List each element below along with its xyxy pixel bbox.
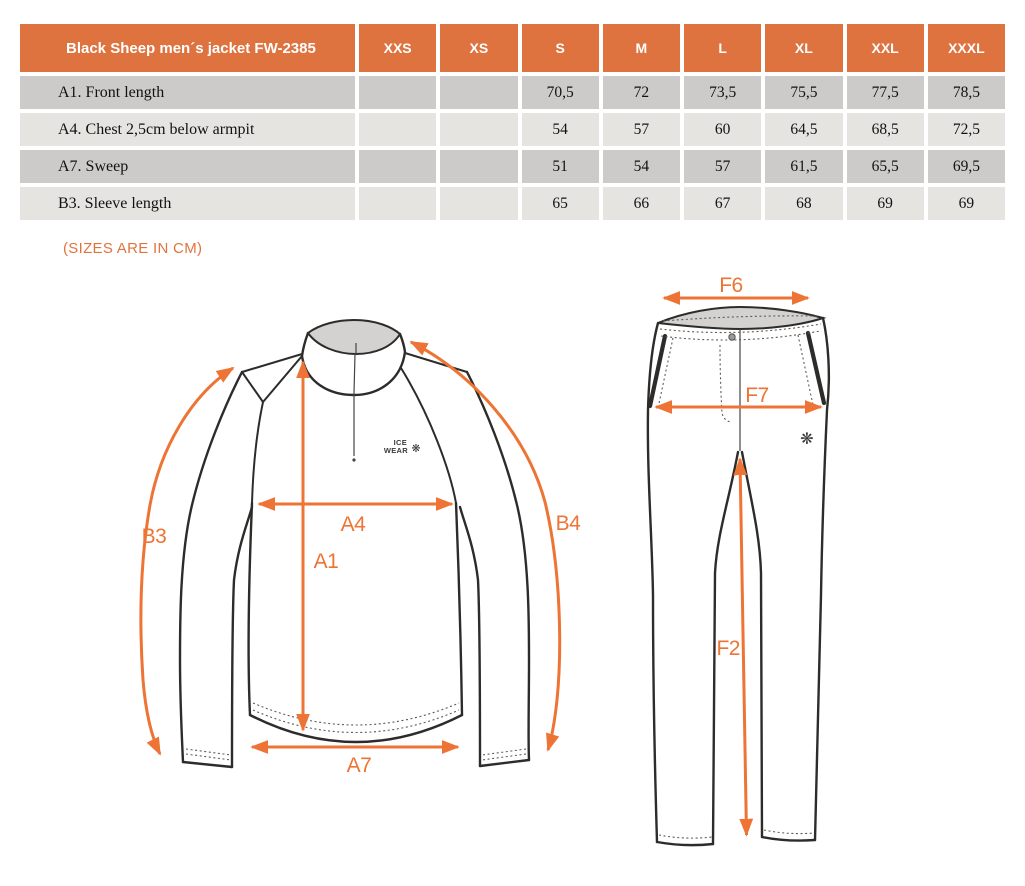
cell-value bbox=[440, 150, 517, 183]
size-column-header: S bbox=[522, 24, 599, 72]
row-label: A7. Sweep bbox=[20, 150, 355, 183]
cell-value bbox=[359, 113, 436, 146]
b4-label: B4 bbox=[555, 512, 581, 535]
a7-label: A7 bbox=[346, 754, 372, 777]
size-table bbox=[20, 24, 1005, 220]
f6-label: F6 bbox=[719, 275, 743, 297]
jacket-zipper bbox=[352, 354, 355, 462]
jacket-measure-arrows bbox=[141, 342, 560, 754]
cell-value: 57 bbox=[603, 113, 680, 146]
cell-value: 61,5 bbox=[765, 150, 842, 183]
cell-value bbox=[440, 76, 517, 109]
size-column-header: XXXL bbox=[928, 24, 1005, 72]
b3-arrow bbox=[141, 368, 233, 754]
cell-value: 68 bbox=[765, 187, 842, 220]
cell-value: 54 bbox=[603, 150, 680, 183]
cell-value bbox=[359, 150, 436, 183]
fly-stitch bbox=[720, 345, 731, 422]
pants-legs bbox=[648, 318, 829, 845]
cell-value: 77,5 bbox=[847, 76, 924, 109]
cell-value: 66 bbox=[603, 187, 680, 220]
pants-snowflake-icon: ❋ bbox=[800, 429, 814, 448]
cell-value bbox=[359, 76, 436, 109]
jacket-left-sleeve bbox=[180, 372, 252, 767]
f7-label: F7 bbox=[745, 384, 769, 407]
jacket-hem bbox=[250, 715, 462, 742]
row-label: B3. Sleeve length bbox=[20, 187, 355, 220]
cell-value: 60 bbox=[684, 113, 761, 146]
size-column-header: XS bbox=[440, 24, 517, 72]
cell-value: 57 bbox=[684, 150, 761, 183]
units-note: (SIZES ARE IN CM) bbox=[63, 240, 203, 257]
logo-text-line2: WEAR bbox=[383, 446, 408, 455]
jacket-collar bbox=[302, 320, 405, 395]
cell-value: 69 bbox=[847, 187, 924, 220]
waist-button bbox=[729, 334, 735, 340]
pants-measure-arrows bbox=[656, 298, 821, 835]
row-label: A1. Front length bbox=[20, 76, 355, 109]
cell-value: 68,5 bbox=[847, 113, 924, 146]
cell-value: 64,5 bbox=[765, 113, 842, 146]
table-title: Black Sheep men´s jacket FW-2385 bbox=[20, 24, 355, 72]
f2-label: F2 bbox=[716, 637, 740, 660]
left-leg-hem bbox=[657, 842, 713, 845]
cell-value bbox=[440, 187, 517, 220]
jacket-stitching bbox=[186, 703, 526, 760]
right-pocket-opening bbox=[808, 333, 824, 403]
row-label: A4. Chest 2,5cm below armpit bbox=[20, 113, 355, 146]
size-column-header: XXL bbox=[847, 24, 924, 72]
size-column-header: L bbox=[684, 24, 761, 72]
f2-arrow bbox=[740, 459, 747, 835]
cell-value: 78,5 bbox=[928, 76, 1005, 109]
logo-snowflake-icon: ❋ bbox=[411, 442, 421, 455]
b3-label: B3 bbox=[141, 525, 167, 548]
collar-inner-fill bbox=[308, 320, 400, 354]
pants-diagram bbox=[630, 275, 840, 870]
cell-value: 65,5 bbox=[847, 150, 924, 183]
cell-value: 69,5 bbox=[928, 150, 1005, 183]
b4-arrow bbox=[411, 342, 560, 750]
jacket-right-sleeve bbox=[460, 372, 529, 766]
size-column-header: XXS bbox=[359, 24, 436, 72]
pants-pockets bbox=[650, 333, 824, 406]
cell-value: 51 bbox=[522, 150, 599, 183]
cell-value: 54 bbox=[522, 113, 599, 146]
a1-label: A1 bbox=[313, 550, 339, 573]
cell-value: 67 bbox=[684, 187, 761, 220]
waist-inner-fill bbox=[658, 307, 823, 329]
cell-value: 65 bbox=[522, 187, 599, 220]
a4-label: A4 bbox=[340, 513, 366, 536]
size-column-header: M bbox=[603, 24, 680, 72]
size-column-header: XL bbox=[765, 24, 842, 72]
icewear-logo bbox=[384, 438, 421, 455]
cell-value bbox=[359, 187, 436, 220]
pants-waist bbox=[658, 307, 823, 329]
cell-value: 75,5 bbox=[765, 76, 842, 109]
cell-value: 72 bbox=[603, 76, 680, 109]
cell-value bbox=[440, 113, 517, 146]
cell-value: 69 bbox=[928, 187, 1005, 220]
right-leg-hem bbox=[762, 837, 815, 841]
cell-value: 72,5 bbox=[928, 113, 1005, 146]
jacket-diagram bbox=[130, 290, 610, 790]
logo-text-line1: ICE bbox=[393, 438, 407, 447]
cell-value: 73,5 bbox=[684, 76, 761, 109]
cell-value: 70,5 bbox=[522, 76, 599, 109]
